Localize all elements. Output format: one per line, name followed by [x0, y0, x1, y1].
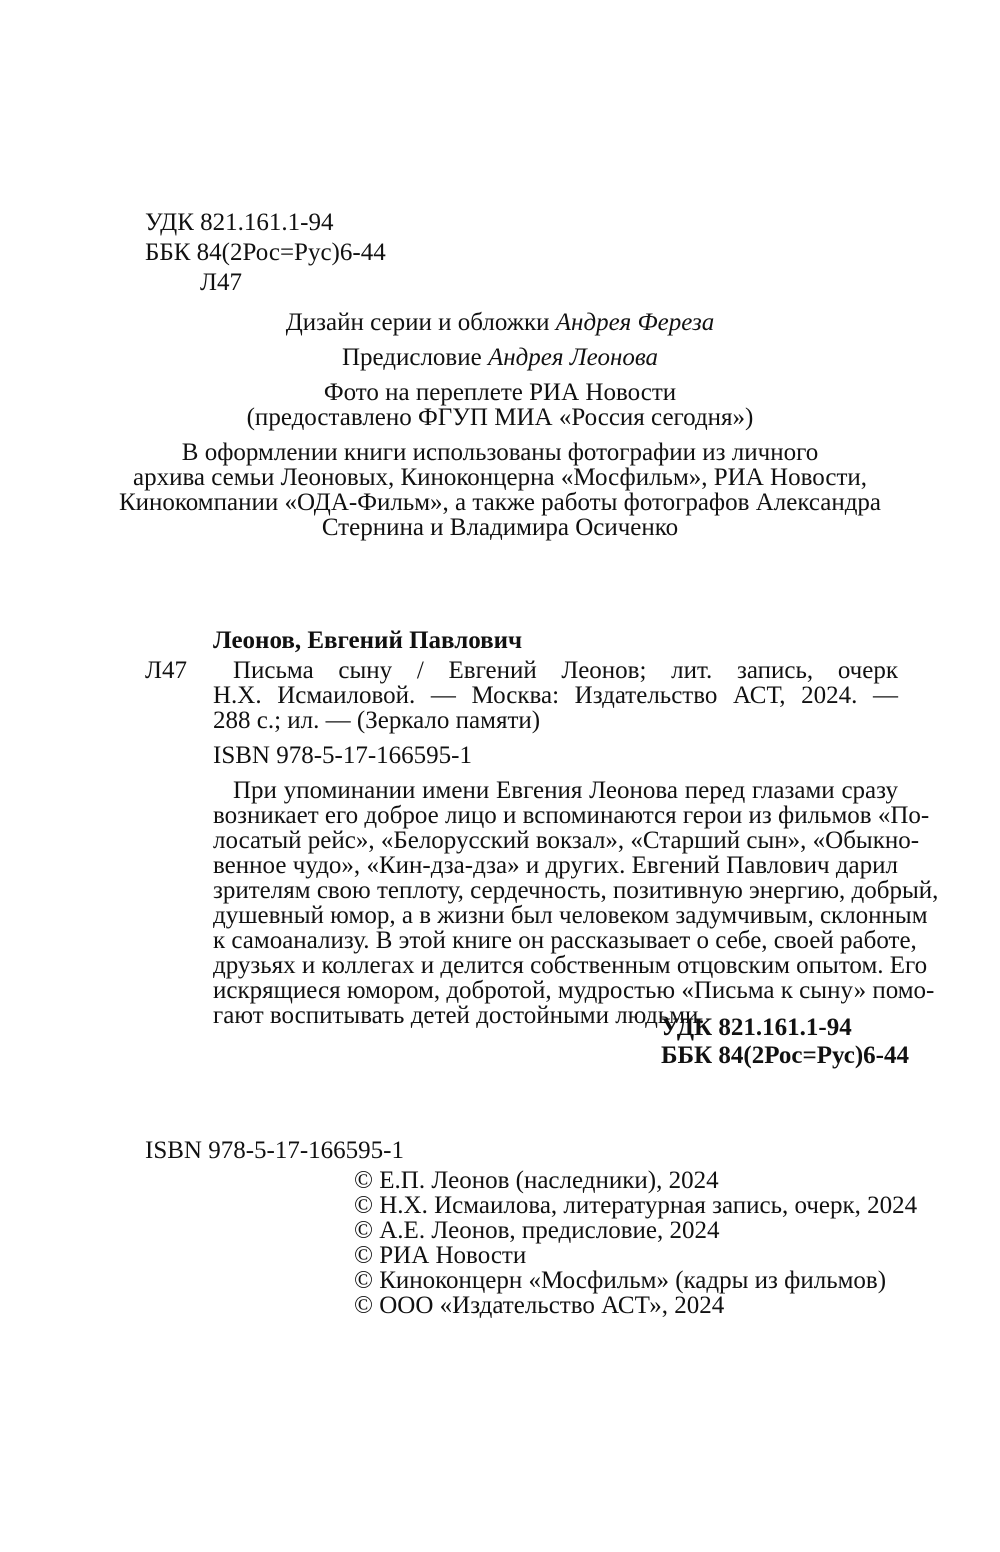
- copyright-line: © Н.Х. Исмаилова, литературная запись, очерк, 2024: [354, 1192, 918, 1219]
- credit-preface: [0, 345, 1000, 370]
- credit-design-name: Андрея Фереза: [555, 309, 715, 336]
- catalog-mark: Л47: [145, 657, 187, 684]
- copyright-line: © ООО «Издательство АСТ», 2024: [354, 1292, 725, 1319]
- credit-design-line: архива семьи Леоновых, Киноконцерна «Мосфильм», РИА Новости,: [132, 464, 868, 491]
- annotation-line: друзьях и коллегах и делится собственным отцовским опытом. Его: [213, 952, 928, 979]
- top-udk: УДК 821.161.1-94: [145, 209, 334, 236]
- credit-design-prefix: Дизайн серии и обложки: [285, 309, 556, 336]
- credit-design-line: Кинокомпании «ОДА-Фильм», а также работы фотографов Александра: [118, 489, 882, 516]
- credit-photo-line: (предоставлено ФГУП МИА «Россия сегодня»): [246, 404, 754, 431]
- annotation-line: искрящиеся юмором, добротой, мудростью «Письма к сыну» помо-: [213, 977, 935, 1004]
- credit-design: [0, 310, 1000, 335]
- credit-photo-line: Фото на переплете РИА Новости: [323, 379, 677, 406]
- catalog-entry-line: 288 с.; ил. — (Зеркало памяти): [213, 707, 541, 734]
- credit-preface-name: Андрея Леонова: [487, 344, 659, 371]
- annotation-line: лосатый рейс», «Белорусский вокзал», «Старший сын», «Обыкно-: [213, 827, 920, 854]
- catalog-udk: УДК 821.161.1-94: [661, 1014, 852, 1041]
- credit-design-line: В оформлении книги использованы фотографии из личного: [181, 439, 819, 466]
- annotation-line: гают воспитывать детей достойными людьми.: [213, 1002, 705, 1029]
- catalog-entry-line: Письма сыну / Евгений Леонов; лит. запись, очерк: [233, 657, 898, 684]
- annotation-line: При упоминании имени Евгения Леонова перед глазами сразу: [233, 777, 898, 804]
- catalog-isbn: ISBN 978-5-17-166595-1: [213, 742, 473, 769]
- annotation-line: возникает его доброе лицо и вспоминаются герои из фильмов «По-: [213, 802, 930, 829]
- catalog-bbk: ББК 84(2Рос=Рус)6-44: [661, 1042, 909, 1069]
- credit-preface-prefix: Предисловие: [341, 344, 488, 371]
- top-bbk: ББК 84(2Рос=Рус)6-44: [145, 239, 386, 266]
- annotation-line: зрителям свою теплоту, сердечность, позитивную энергию, добрый,: [213, 877, 939, 904]
- catalog-entry-line: Н.Х. Исмаиловой. — Москва: Издательство АСТ, 2024. —: [213, 682, 898, 709]
- copyright-line: © Киноконцерн «Мосфильм» (кадры из фильмов): [354, 1267, 887, 1294]
- top-author-mark: Л47: [200, 269, 242, 296]
- copyright-line: © Е.П. Леонов (наследники), 2024: [354, 1167, 719, 1194]
- catalog-author: Леонов, Евгений Павлович: [213, 627, 523, 654]
- annotation-line: душевный юмор, а в жизни был человеком задумчивым, склонным: [213, 902, 928, 929]
- copyright-line: © А.Е. Леонов, предисловие, 2024: [354, 1217, 720, 1244]
- annotation-line: венное чудо», «Кин-дза-дза» и других. Евгений Павлович дарил: [213, 852, 898, 879]
- copyright-line: © РИА Новости: [354, 1242, 527, 1269]
- footer-isbn: ISBN 978-5-17-166595-1: [145, 1137, 405, 1164]
- credit-design-line: Стернина и Владимира Осиченко: [321, 514, 679, 541]
- annotation-line: к самоанализу. В этой книге он рассказывает о себе, своей работе,: [213, 927, 917, 954]
